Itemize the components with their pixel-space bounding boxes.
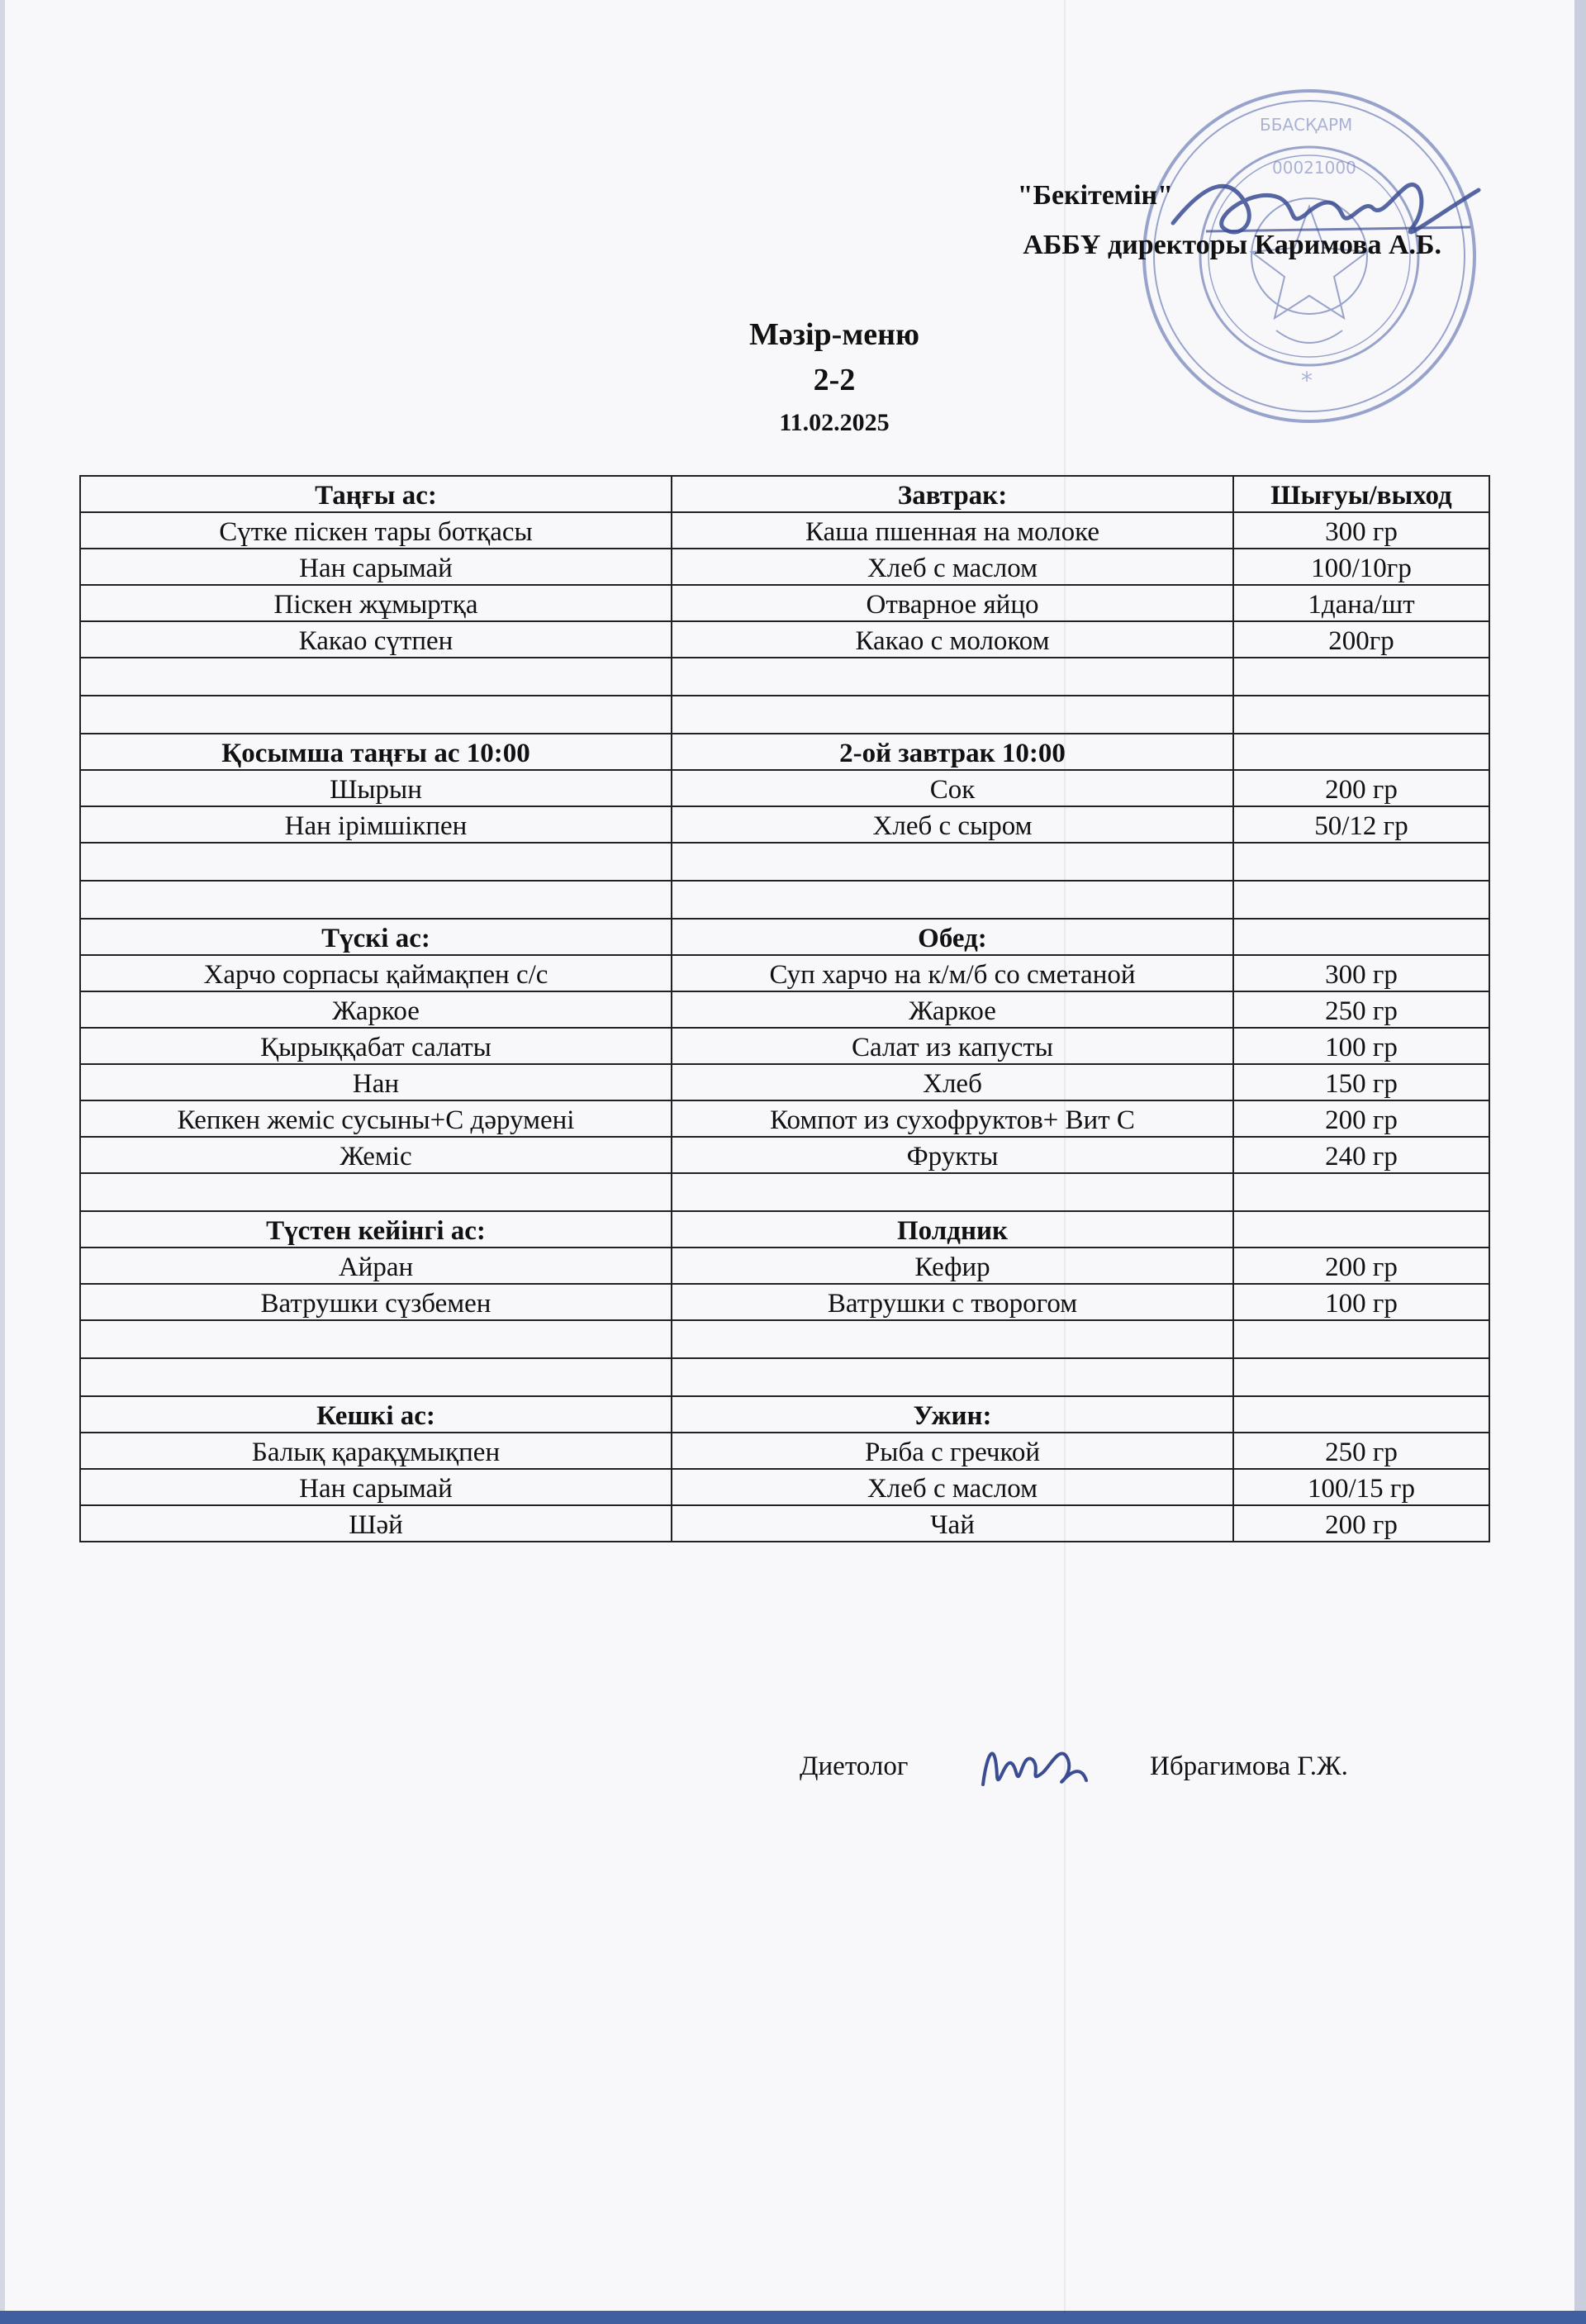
table-row [80,806,1489,843]
cell-russian: Хлеб с маслом [672,549,1233,585]
cell-russian [672,881,1233,919]
table-row [80,1433,1489,1469]
cell-kazakh: Сүтке піскен тары ботқасы [80,512,672,549]
cell-kazakh: Какао сүтпен [80,621,672,658]
empty-row [80,658,1489,696]
empty-row [80,1320,1489,1358]
approval-label: "Бекітемін" [1017,180,1173,211]
cell-kazakh: Нан сарымай [80,1469,672,1505]
cell-russian: Ватрушки с творогом [672,1284,1233,1320]
cell-portion [1233,658,1489,696]
cell-russian [672,696,1233,734]
menu-table [79,475,1490,1542]
menu-number: 2-2 [813,363,856,397]
cell-kazakh: Қосымша таңғы ас 10:00 [80,734,672,770]
cell-russian: Хлеб с сыром [672,806,1233,843]
cell-russian [672,1173,1233,1211]
cell-russian: Жаркое [672,991,1233,1028]
table-row [80,955,1489,991]
cell-russian: Компот из сухофруктов+ Вит С [672,1100,1233,1137]
cell-portion: 100 гр [1233,1028,1489,1064]
cell-russian: Фрукты [672,1137,1233,1173]
cell-portion: 250 гр [1233,991,1489,1028]
table-row [80,1248,1489,1284]
cell-portion [1233,843,1489,881]
cell-portion [1233,1396,1489,1433]
scan-edge-bottom [0,2311,1586,2324]
empty-row [80,696,1489,734]
cell-portion [1233,1173,1489,1211]
dietitian-label: Диетолог [800,1751,909,1781]
cell-portion: 200 гр [1233,1505,1489,1542]
cell-portion: 100/10гр [1233,549,1489,585]
cell-portion [1233,696,1489,734]
cell-portion [1233,1358,1489,1396]
dietitian-signature [971,1727,1095,1801]
cell-kazakh: Қырыққабат салаты [80,1028,672,1064]
cell-portion: 200 гр [1233,770,1489,806]
approval-director: АББҰ директоры Каримова А.Б. [1023,230,1441,260]
cell-kazakh: Айран [80,1248,672,1284]
cell-kazakh [80,658,672,696]
empty-row [80,881,1489,919]
cell-kazakh: Нан [80,1064,672,1100]
cell-kazakh [80,1173,672,1211]
cell-kazakh: Түскі ас: [80,919,672,955]
section-header-row [80,1211,1489,1248]
table-row [80,1064,1489,1100]
cell-portion: 200 гр [1233,1248,1489,1284]
cell-kazakh: Жеміс [80,1137,672,1173]
cell-kazakh [80,1320,672,1358]
cell-kazakh: Кешкі ас: [80,1396,672,1433]
table-row [80,621,1489,658]
svg-text:ББАСҚАРМ: ББАСҚАРМ [1260,115,1353,135]
cell-russian [672,843,1233,881]
cell-kazakh [80,843,672,881]
table-row [80,991,1489,1028]
cell-russian: Какао с молоком [672,621,1233,658]
cell-russian: 2-ой завтрак 10:00 [672,734,1233,770]
cell-kazakh: Кепкен жеміс сусыны+С дәрумені [80,1100,672,1137]
cell-russian: Хлеб с маслом [672,1469,1233,1505]
dietitian-name: Ибрагимова Г.Ж. [1150,1751,1348,1781]
cell-portion: 1дана/шт [1233,585,1489,621]
cell-kazakh: Түстен кейінгі ас: [80,1211,672,1248]
cell-portion [1233,1320,1489,1358]
cell-portion [1233,919,1489,955]
cell-russian: Каша пшенная на молоке [672,512,1233,549]
cell-russian [672,1358,1233,1396]
cell-kazakh: Харчо сорпасы қаймақпен с/с [80,955,672,991]
section-header-row [80,476,1489,512]
cell-kazakh: Піскен жұмыртқа [80,585,672,621]
cell-portion [1233,881,1489,919]
section-header-row [80,1396,1489,1433]
cell-portion [1233,1211,1489,1248]
empty-row [80,1358,1489,1396]
cell-kazakh [80,696,672,734]
cell-portion: 300 гр [1233,955,1489,991]
cell-kazakh: Нан сарымай [80,549,672,585]
cell-russian: Завтрак: [672,476,1233,512]
cell-russian: Сок [672,770,1233,806]
table-row [80,1028,1489,1064]
section-header-row [80,734,1489,770]
cell-portion: 300 гр [1233,512,1489,549]
cell-portion [1233,734,1489,770]
cell-russian [672,1320,1233,1358]
cell-kazakh: Нан ірімшікпен [80,806,672,843]
table-row [80,1100,1489,1137]
cell-kazakh: Жаркое [80,991,672,1028]
empty-row [80,1173,1489,1211]
cell-russian: Отварное яйцо [672,585,1233,621]
table-row [80,585,1489,621]
table-row [80,770,1489,806]
cell-kazakh: Ватрушки сүзбемен [80,1284,672,1320]
svg-text:00021000: 00021000 [1272,158,1356,178]
cell-kazakh [80,1358,672,1396]
cell-portion: 100 гр [1233,1284,1489,1320]
table-row [80,1505,1489,1542]
cell-kazakh [80,881,672,919]
table-row [80,549,1489,585]
table-row [80,1469,1489,1505]
empty-row [80,843,1489,881]
cell-portion: 200 гр [1233,1100,1489,1137]
cell-portion: Шығуы/выход [1233,476,1489,512]
cell-russian: Салат из капусты [672,1028,1233,1064]
section-header-row [80,919,1489,955]
table-row [80,512,1489,549]
cell-russian: Рыба с гречкой [672,1433,1233,1469]
cell-portion: 250 гр [1233,1433,1489,1469]
cell-portion: 200гр [1233,621,1489,658]
cell-portion: 100/15 гр [1233,1469,1489,1505]
cell-kazakh: Шырын [80,770,672,806]
cell-russian: Обед: [672,919,1233,955]
menu-date: 11.02.2025 [779,409,890,436]
cell-portion: 150 гр [1233,1064,1489,1100]
cell-russian: Суп харчо на к/м/б со сметаной [672,955,1233,991]
svg-text:*: * [1301,367,1313,394]
cell-russian: Полдник [672,1211,1233,1248]
menu-title: Мәзір-меню [748,317,920,352]
cell-kazakh: Шәй [80,1505,672,1542]
cell-russian: Кефир [672,1248,1233,1284]
table-row [80,1284,1489,1320]
cell-kazakh: Балық қарақұмықпен [80,1433,672,1469]
cell-russian: Чай [672,1505,1233,1542]
table-row [80,1137,1489,1173]
cell-kazakh: Таңғы ас: [80,476,672,512]
cell-russian [672,658,1233,696]
cell-portion: 240 гр [1233,1137,1489,1173]
cell-portion: 50/12 гр [1233,806,1489,843]
cell-russian: Ужин: [672,1396,1233,1433]
cell-russian: Хлеб [672,1064,1233,1100]
